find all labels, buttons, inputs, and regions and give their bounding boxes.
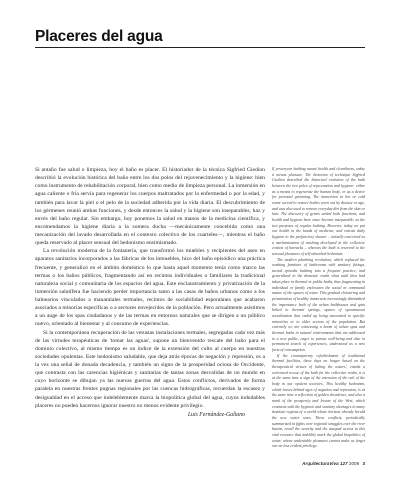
author-signature: Luis Fernández-Galiano — [187, 411, 245, 418]
spanish-paragraph: Si la contemporánea recuperación de las vetustas instalaciones termales, segregadas cada vez más de las virtudes terapéuticas de 'tomar las aguas', supone un bienvenido rescate del baño para el dominio colectivo, al mismo tiempo es un índice de la extensión del culto al cuerpo en nuestras sociedades opulentas. Este hedonismo saludable, que deja atrás épocas de negación y represión, es a la vez una señal de donada decadencia, y también un signo de la prosperidad ociosa de Occidente, que contrasta con las carencias higiénicas y sanitarias de tantas zonas desvalidas de un mundo en cuyo horizonte se dibujan ya las nuevas guerras del agua. Estos conflictos, derivados de forma paralela en nuestras frentes pugnas regionales por las cuencas hidrográficas, recuerdan la escasez y desigualdad en el acceso que indeleblemente marca la biopolítica global del agua, cuyos indudables placeres no pueden hacernos ignorar nuestro no menos evidente privilegio. — [35, 329, 265, 409]
spanish-paragraph: La revolución moderna de la fontanería, que transformó los muebles y recipientes del aseo en aparatos sanitarios incorporados a las fábricas de los inmuebles, hizo del baño episódico una práctica frecuente, y generalizó en el ámbito doméstico lo que hasta aquel momento tenía como marco las termas o los baños públicos, fragmentando así en recintos individuales o familiares la tradicional naturaleza social y comunitaria de los espacios del agua. Este enclaustramiento y privatización de la inmersión salutífera fue haciendo perder importancia tanto a las casas de baños urbanos como a los balnearios vinculados a manantiales termales, recintos de sociabilidad espontánea que acabaron asociados a minorías específicas o a sectores envejecidos de la población. Pero actualmente asistimos a un auge de los spas ciudadanos y de las termas en entornos naturales que se dirigen a un público nuevo, orientado al bienestar y al consumo de experiencias. — [35, 248, 265, 328]
spanish-paragraph: Si antaño fue salud o limpieza, hoy el baño es placer. El historiador de la técnica Sigfried Giedion describió la evolución histórica del baño entre los dos polos del rejuvenecimiento y la higiene: bien como instrumento de rehabilitación corporal, bien como medio de limpieza personal. La inmersión en agua caliente o fría servía para regenerar los cuerpos maltratados por la enfermedad o por la edad, y también para lavar la piel o el pelo de la suciedad adherida por la vida diaria. El descubrimiento de los gérmenes reunió ambas funciones, y desde entonces la salud y la higiene son inseparables, haz y envés del baño regular. Sin embargo, hoy ponemos la salud en manos de la medicina científica, y encomendamos la higiene diaria a la somera ducha —mecánicamente concebida como una mecanización del lavado desarrollada en el contexto colectivo de los cuarteles—, mientras el baño queda reservado al placer sensual del hedonismo ensimismado. — [35, 167, 265, 247]
page-title: Placeres del agua — [35, 28, 163, 45]
page-number: 3 — [362, 461, 365, 466]
page-footer — [302, 461, 365, 466]
english-paragraph: If the contemporary refurbishment of traditional thermal facilities, these days no longer based on the therapeutical virtues of 'taking the waters', entails a welcomed rescue of the bath for the collective realm, it is at the same time a sign of the extension of the cult of the body in our opulent societies. This healthy hedonism, which leaves behind ages of negation and repression, is at the same time a reflection of golden decadence, and also a mark of the prosperity and leisure of the West, which contrasts with the hygienic and sanitary shortages in many destitute regions of a world whose horizon already herald the new water wars. These conflicts, periodically summarized in fights over regional struggles over the river basins, recall the scarcity and the unequal access to this vital resource that indelibly mark the global biopolitics of water, whose undeniable pleasures cannot make us forget our no less evident privilege. — [272, 352, 365, 449]
english-paragraph: The modern plumbing revolution, which replaced the washing furniture of bathrooms with sanitary fittings, turned episodic bathing into a frequent practice, and generalized in the domestic realm what until then had taken place in thermal or public baths, thus fragmenting in individual or family enclosures the social or communal nature of the spaces of water. This gradual cloistering and privatization of healthy immersion increasingly diminished the importance both of the urban bathhouses and spas linked to thermal springs, spaces of spontaneous socialization that ended up being associated to specific minorities or to older sectors of the population. But currently we are witnessing a boom of urban spas and thermal baths in natural environments that are addressed to a new public, eager to pursue well-being and also in permanent search of experiences, understood as a new form of consumption. — [272, 256, 365, 352]
publication-name: ArquitecturaViva 127 — [302, 461, 348, 466]
publication-year: 2009 — [348, 461, 360, 466]
title-rule — [35, 47, 365, 48]
english-text-column — [272, 166, 365, 449]
english-paragraph: If yesteryear bathing meant health and cleanliness, today it means pleasure. The historian of technique Sigfried Giedion described the historical evolution of the bath between the two poles of rejuvenation and hygiene: either as a means to regenerate the human body, or as a device for personal grooming. The immersion in hot or cold water served to restore bodies worn out by disease or age, and was also used to remove everyday dirt from the skin or hair. The discovery of germs united both functions, and health and hygiene have since become inseparable, as the two purposes of regular bathing. However, today we put our health in the hands of medicine, and entrust daily hygiene to the perfunctory shower – initially conceived as a mechanization of washing developed in the collective context of barracks – whereas the bath is reserved to the sensual pleasures of self-absorbed hedonism. — [272, 166, 365, 256]
spanish-text-column — [35, 166, 265, 419]
